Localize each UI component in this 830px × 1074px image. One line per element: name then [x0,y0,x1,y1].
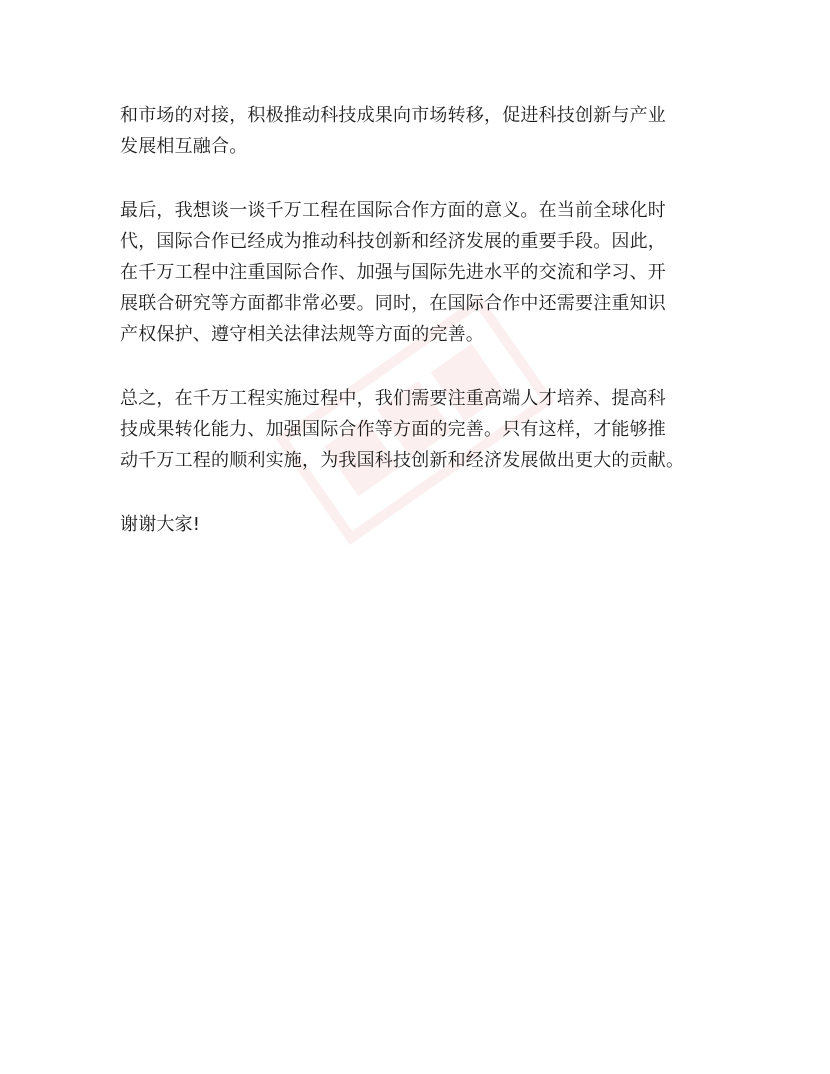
paragraph-market-integration [120,100,740,162]
text-line: 技成果转化能力、加强国际合作等方面的完善。只有这样，才能够推 [120,419,666,440]
text-line: 最后，我想谈一谈千万工程在国际合作方面的意义。在当前全球化时 [120,200,666,221]
document-body [120,100,740,573]
paragraph-conclusion [120,383,740,476]
text-line: 产权保护、遵守相关法律法规等方面的完善。 [120,324,484,345]
text-line: 动千万工程的顺利实施，为我国科技创新和经济发展做出更大的贡献。 [120,450,685,471]
text-line: 展联合研究等方面都非常必要。同时，在国际合作中还需要注重知识 [120,293,666,314]
text-line: 和市场的对接，积极推动科技成果向市场转移，促进科技创新与产业 [120,105,666,126]
paragraph-closing [120,509,740,540]
closing-line: 谢谢大家! [120,514,201,535]
text-line: 在千万工程中注重国际合作、加强与国际先进水平的交流和学习、开 [120,262,666,283]
text-line: 总之，在千万工程实施过程中，我们需要注重高端人才培养、提高科 [120,388,666,409]
text-line: 代，国际合作已经成为推动科技创新和经济发展的重要手段。因此， [120,231,666,252]
text-line: 发展相互融合。 [120,136,248,157]
paragraph-international-cooperation [120,195,740,350]
